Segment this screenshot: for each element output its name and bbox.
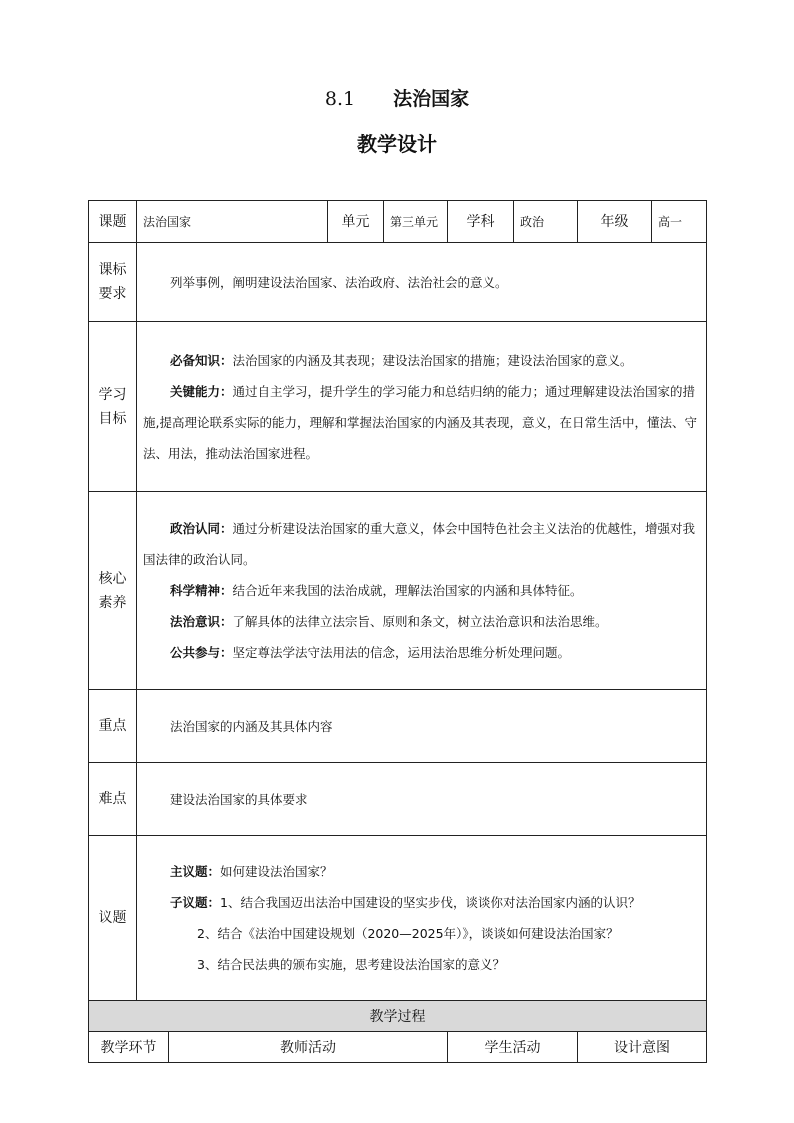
column-header: 学生活动 <box>448 1032 578 1063</box>
literacy-label <box>89 492 137 690</box>
document-title <box>0 84 794 111</box>
goal-knowledge-head: 必备知识： <box>170 352 233 368</box>
goal-knowledge <box>137 345 706 376</box>
literacy-label-line2: 素养 <box>98 594 127 611</box>
standard-label-line2: 要求 <box>98 286 127 302</box>
lesson-design-table <box>88 200 707 1063</box>
literacy-text: 通过分析建设法治国家的重大意义，体会中国特色社会主义法治的优越性，增强对我国法律的政治认同。 <box>143 521 696 567</box>
goals-label-line2: 目标 <box>98 410 127 427</box>
subject-value: 政治 <box>514 201 578 243</box>
main-issue <box>137 856 706 887</box>
literacy-text: 坚定尊法学法守法用法的信念，运用法治思维分析处理问题。 <box>232 645 571 660</box>
process-title: 教学过程 <box>89 1001 707 1032</box>
goal-knowledge-text: 法治国家的内涵及其表现；建设法治国家的措施；建设法治国家的意义。 <box>232 352 633 368</box>
difficulty-label: 难点 <box>89 763 137 836</box>
grade-label: 年级 <box>578 201 652 243</box>
standard-cell <box>137 243 707 322</box>
difficulty-text: 建设法治国家的具体要求 <box>170 791 308 807</box>
subject-label: 学科 <box>448 201 514 243</box>
goals-row <box>89 322 707 492</box>
sub-issue-head: 子议题： <box>170 895 221 910</box>
topic-label: 课题 <box>89 201 137 243</box>
literacy-label-line1: 核心 <box>98 570 127 587</box>
literacy-item <box>137 513 706 575</box>
goal-ability-head: 关键能力： <box>170 383 233 399</box>
standard-label-line1: 课标 <box>98 262 127 278</box>
literacy-head: 科学精神： <box>170 583 233 598</box>
title-number: 8.1 <box>324 88 356 110</box>
process-title-row <box>89 1001 707 1032</box>
key-point-cell <box>137 690 707 763</box>
process-header-row <box>89 1032 707 1063</box>
literacy-text: 结合近年来我国的法治成就，理解法治国家的内涵和具体特征。 <box>232 583 583 598</box>
sub-issue: 2、结合《法治中国建设规划（2020—2025年）》，谈谈如何建设法治国家？ <box>197 926 619 941</box>
literacy-head: 法治意识： <box>170 614 233 629</box>
literacy-text: 了解具体的法律立法宗旨、原则和条文，树立法治意识和法治思维。 <box>232 614 608 629</box>
unit-label: 单元 <box>328 201 384 243</box>
standard-row <box>89 243 707 322</box>
key-point-text: 法治国家的内涵及其具体内容 <box>170 718 333 734</box>
key-point-row <box>89 690 707 763</box>
column-header: 设计意图 <box>578 1032 707 1063</box>
sub-issue-text: 1、结合我国迈出法治中国建设的坚实步伐，谈谈你对法治国家内涵的认识？ <box>220 895 641 910</box>
difficulty-cell <box>137 763 707 836</box>
title-main: 法治国家 <box>393 88 470 110</box>
literacy-row <box>89 492 707 690</box>
issues-cell <box>137 836 707 1001</box>
goal-ability <box>137 376 706 469</box>
sub-issue <box>137 887 706 918</box>
document-subtitle: 教学设计 <box>357 132 437 156</box>
literacy-item <box>137 637 706 668</box>
literacy-head: 公共参与： <box>170 645 233 660</box>
standard-text: 列举事例，阐明建设法治国家、法治政府、法治社会的意义。 <box>170 274 508 290</box>
key-point-label: 重点 <box>89 690 137 763</box>
issues-row <box>89 836 707 1001</box>
standard-label <box>89 243 137 322</box>
info-row <box>89 201 707 243</box>
literacy-item <box>137 575 706 606</box>
main-issue-head: 主议题： <box>170 864 221 879</box>
goals-cell <box>137 322 707 492</box>
column-header: 教师活动 <box>169 1032 448 1063</box>
goals-label <box>89 322 137 492</box>
difficulty-row <box>89 763 707 836</box>
literacy-cell <box>137 492 707 690</box>
topic-value: 法治国家 <box>137 201 328 243</box>
unit-value: 第三单元 <box>384 201 448 243</box>
grade-value: 高一 <box>652 201 707 243</box>
goals-label-line1: 学习 <box>98 386 127 403</box>
main-issue-text: 如何建设法治国家？ <box>220 864 333 879</box>
column-header: 教学环节 <box>89 1032 169 1063</box>
sub-issue: 3、结合民法典的颁布实施，思考建设法治国家的意义？ <box>197 957 505 972</box>
issues-label: 议题 <box>89 836 137 1001</box>
literacy-head: 政治认同： <box>170 521 233 536</box>
literacy-item <box>137 606 706 637</box>
goal-ability-text: 通过自主学习，提升学生的学习能力和总结归纳的能力；通过理解建设法治国家的措施,提高理论联系实际的能力，理解和掌握法治国家的内涵及其表现，意义，在日常生活中，懂法、守法、用法，推动法治国家进程。 <box>143 383 697 461</box>
